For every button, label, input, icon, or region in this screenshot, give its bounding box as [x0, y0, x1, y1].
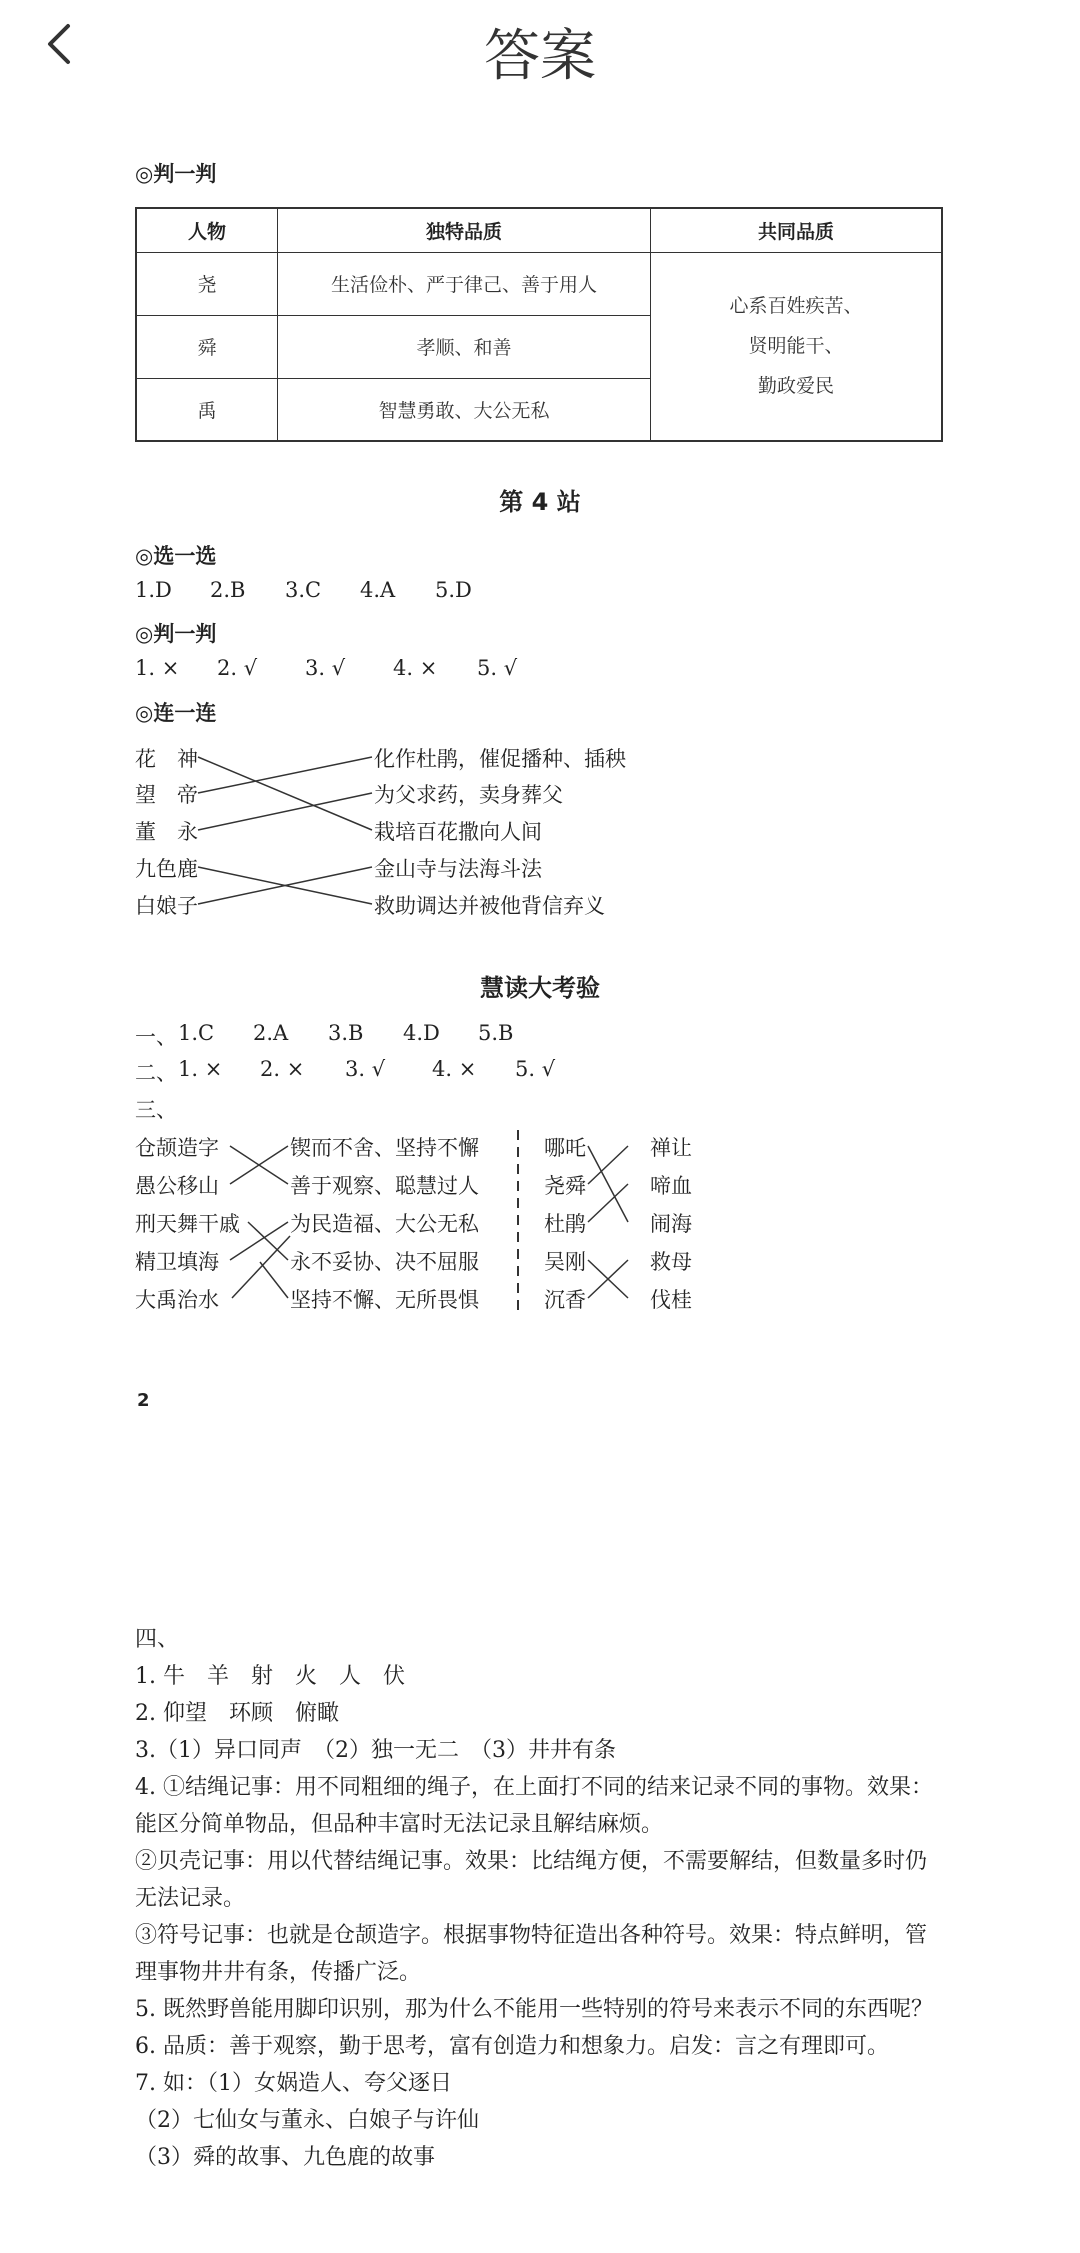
exam-left-quality: 善于观察、聪慧过人 — [290, 1174, 479, 1198]
section-heading-choose: ◎选一选 — [135, 544, 217, 568]
part4-line: ②贝壳记事：用以代替结绳记事。效果：比结绳方便，不需要解结，但数量多时仍 — [135, 1849, 928, 1874]
exam-right-act: 禅让 — [650, 1136, 692, 1160]
exam-left-name: 仓颉造字 — [135, 1136, 219, 1160]
part4-line: 5. 既然野兽能用脚印识别，那为什么不能用一些特别的符号来表示不同的东西呢？ — [135, 1997, 933, 2022]
table-cell-unique: 智慧勇敢、大公无私 — [278, 378, 651, 441]
part4-line: 3.（1）异口同声 （2）独一无二 （3）井井有条 — [135, 1738, 616, 1763]
table-header-common: 共同品质 — [651, 208, 943, 252]
judge-answer: 2. √ — [217, 656, 258, 680]
match-right-item: 为父求药，卖身葬父 — [374, 783, 563, 807]
match-right-item: 金山寺与法海斗法 — [374, 857, 542, 881]
section-heading-match: ◎连一连 — [135, 701, 217, 725]
match-left-item: 白娘子 — [135, 894, 198, 918]
choose-answer: 1.D — [135, 578, 172, 602]
part4-line: 1. 牛 羊 射 火 人 伏 — [135, 1664, 405, 1689]
choose-answer: 4.A — [360, 578, 396, 602]
part4-line: 6. 品质：善于观察，勤于思考，富有创造力和想象力。启发：言之有理即可。 — [135, 2034, 889, 2059]
exam-right-name: 杜鹃 — [544, 1212, 586, 1236]
part4-line: 4. ①结绳记事：用不同粗细的绳子，在上面打不同的结来记录不同的事物。效果： — [135, 1775, 933, 1800]
exam-right-act: 伐桂 — [650, 1288, 692, 1312]
part4-line: （3）舜的故事、九色鹿的故事 — [135, 2145, 435, 2170]
table-cell-unique: 孝顺、和善 — [278, 315, 651, 378]
exam-right-act: 啼血 — [650, 1174, 692, 1198]
exam-part2-answer: 2. × — [260, 1057, 305, 1081]
part4-line: （2）七仙女与董永、白娘子与许仙 — [135, 2108, 479, 2133]
common-quality-line: 勤政爱民 — [757, 375, 834, 398]
judge-answer: 5. √ — [477, 656, 518, 680]
exam-part2-answer: 3. √ — [345, 1057, 386, 1081]
exam-right-act: 闹海 — [650, 1212, 692, 1236]
match-left-item: 望 帝 — [135, 783, 198, 807]
exam-part1-answer: 4.D — [403, 1021, 440, 1045]
page-title: 答案 — [484, 24, 596, 89]
part4-line: 能区分简单物品，但品种丰富时无法记录且解结麻烦。 — [135, 1812, 664, 1837]
part4-line: 7. 如：（1）女娲造人、夸父逐日 — [135, 2071, 452, 2096]
station-title: 第 4 站 — [499, 488, 581, 516]
exam-part3-prefix: 三、 — [135, 1098, 177, 1122]
common-quality-line: 心系百姓疾苦、 — [729, 295, 863, 318]
exam-part2-answer: 4. × — [432, 1057, 477, 1081]
exam-left-name: 大禹治水 — [135, 1288, 219, 1312]
match-left-item: 花 神 — [135, 747, 198, 771]
table-cell-person: 舜 — [136, 315, 278, 378]
match-right-item: 栽培百花撒向人间 — [374, 820, 542, 844]
section-heading-judge: ◎判一判 — [135, 162, 217, 186]
match-right-item: 化作杜鹃，催促播种、插秧 — [374, 747, 626, 771]
exam-right-name: 吴刚 — [544, 1250, 586, 1274]
exam-left-quality: 坚持不懈、无所畏惧 — [290, 1288, 479, 1312]
table-cell-person: 禹 — [136, 378, 278, 441]
exam-left-quality: 永不妥协、决不屈服 — [290, 1250, 479, 1274]
judge-answer: 4. × — [393, 656, 438, 680]
exam-part1-answer: 3.B — [328, 1021, 364, 1045]
match-left-item: 九色鹿 — [135, 857, 198, 881]
table-header-person: 人物 — [136, 208, 278, 252]
page-number: 2 — [137, 1390, 150, 1411]
exam-left-quality: 锲而不舍、坚持不懈 — [290, 1136, 479, 1160]
judge-answer: 3. √ — [305, 656, 346, 680]
section-heading-judge-2: ◎判一判 — [135, 622, 217, 646]
choose-answer: 5.D — [435, 578, 472, 602]
exam-right-name: 尧舜 — [544, 1174, 586, 1198]
exam-left-name: 刑天舞干戚 — [135, 1212, 240, 1236]
exam-left-name: 精卫填海 — [135, 1250, 219, 1274]
part4-prefix: 四、 — [135, 1627, 180, 1652]
exam-title: 慧读大考验 — [480, 974, 600, 1002]
exam-part2-answer: 5. √ — [515, 1057, 556, 1081]
exam-right-act: 救母 — [650, 1250, 692, 1274]
match-right-item: 救助调达并被他背信弃义 — [374, 894, 605, 918]
part4-line: 理事物井井有条，传播广泛。 — [135, 1960, 422, 1985]
exam-left-quality: 为民造福、大公无私 — [290, 1212, 479, 1236]
exam-part1-answer: 5.B — [478, 1021, 514, 1045]
part4-line: 2. 仰望 环顾 俯瞰 — [135, 1701, 339, 1726]
common-quality-line: 贤明能干、 — [748, 335, 844, 358]
part4-line: ③符号记事：也就是仓颉造字。根据事物特征造出各种符号。效果：特点鲜明，管 — [135, 1923, 928, 1948]
exam-left-name: 愚公移山 — [135, 1174, 219, 1198]
exam-right-name: 哪吒 — [544, 1136, 586, 1160]
exam-part1-prefix: 一、 — [135, 1025, 177, 1049]
choose-answer: 3.C — [285, 578, 322, 602]
choose-answer: 2.B — [210, 578, 246, 602]
exam-right-name: 沉香 — [544, 1288, 586, 1312]
judge-answer: 1. × — [135, 656, 180, 680]
table-cell-person: 尧 — [136, 252, 278, 315]
part4-line: 无法记录。 — [135, 1886, 246, 1911]
match-left-item: 董 永 — [135, 820, 198, 844]
table-cell-unique: 生活俭朴、严于律己、善于用人 — [278, 252, 651, 315]
exam-part2-answer: 1. × — [178, 1057, 223, 1081]
exam-part2-prefix: 二、 — [135, 1061, 177, 1085]
exam-part1-answer: 1.C — [178, 1021, 215, 1045]
table-header-unique: 独特品质 — [278, 208, 651, 252]
exam-part1-answer: 2.A — [253, 1021, 289, 1045]
